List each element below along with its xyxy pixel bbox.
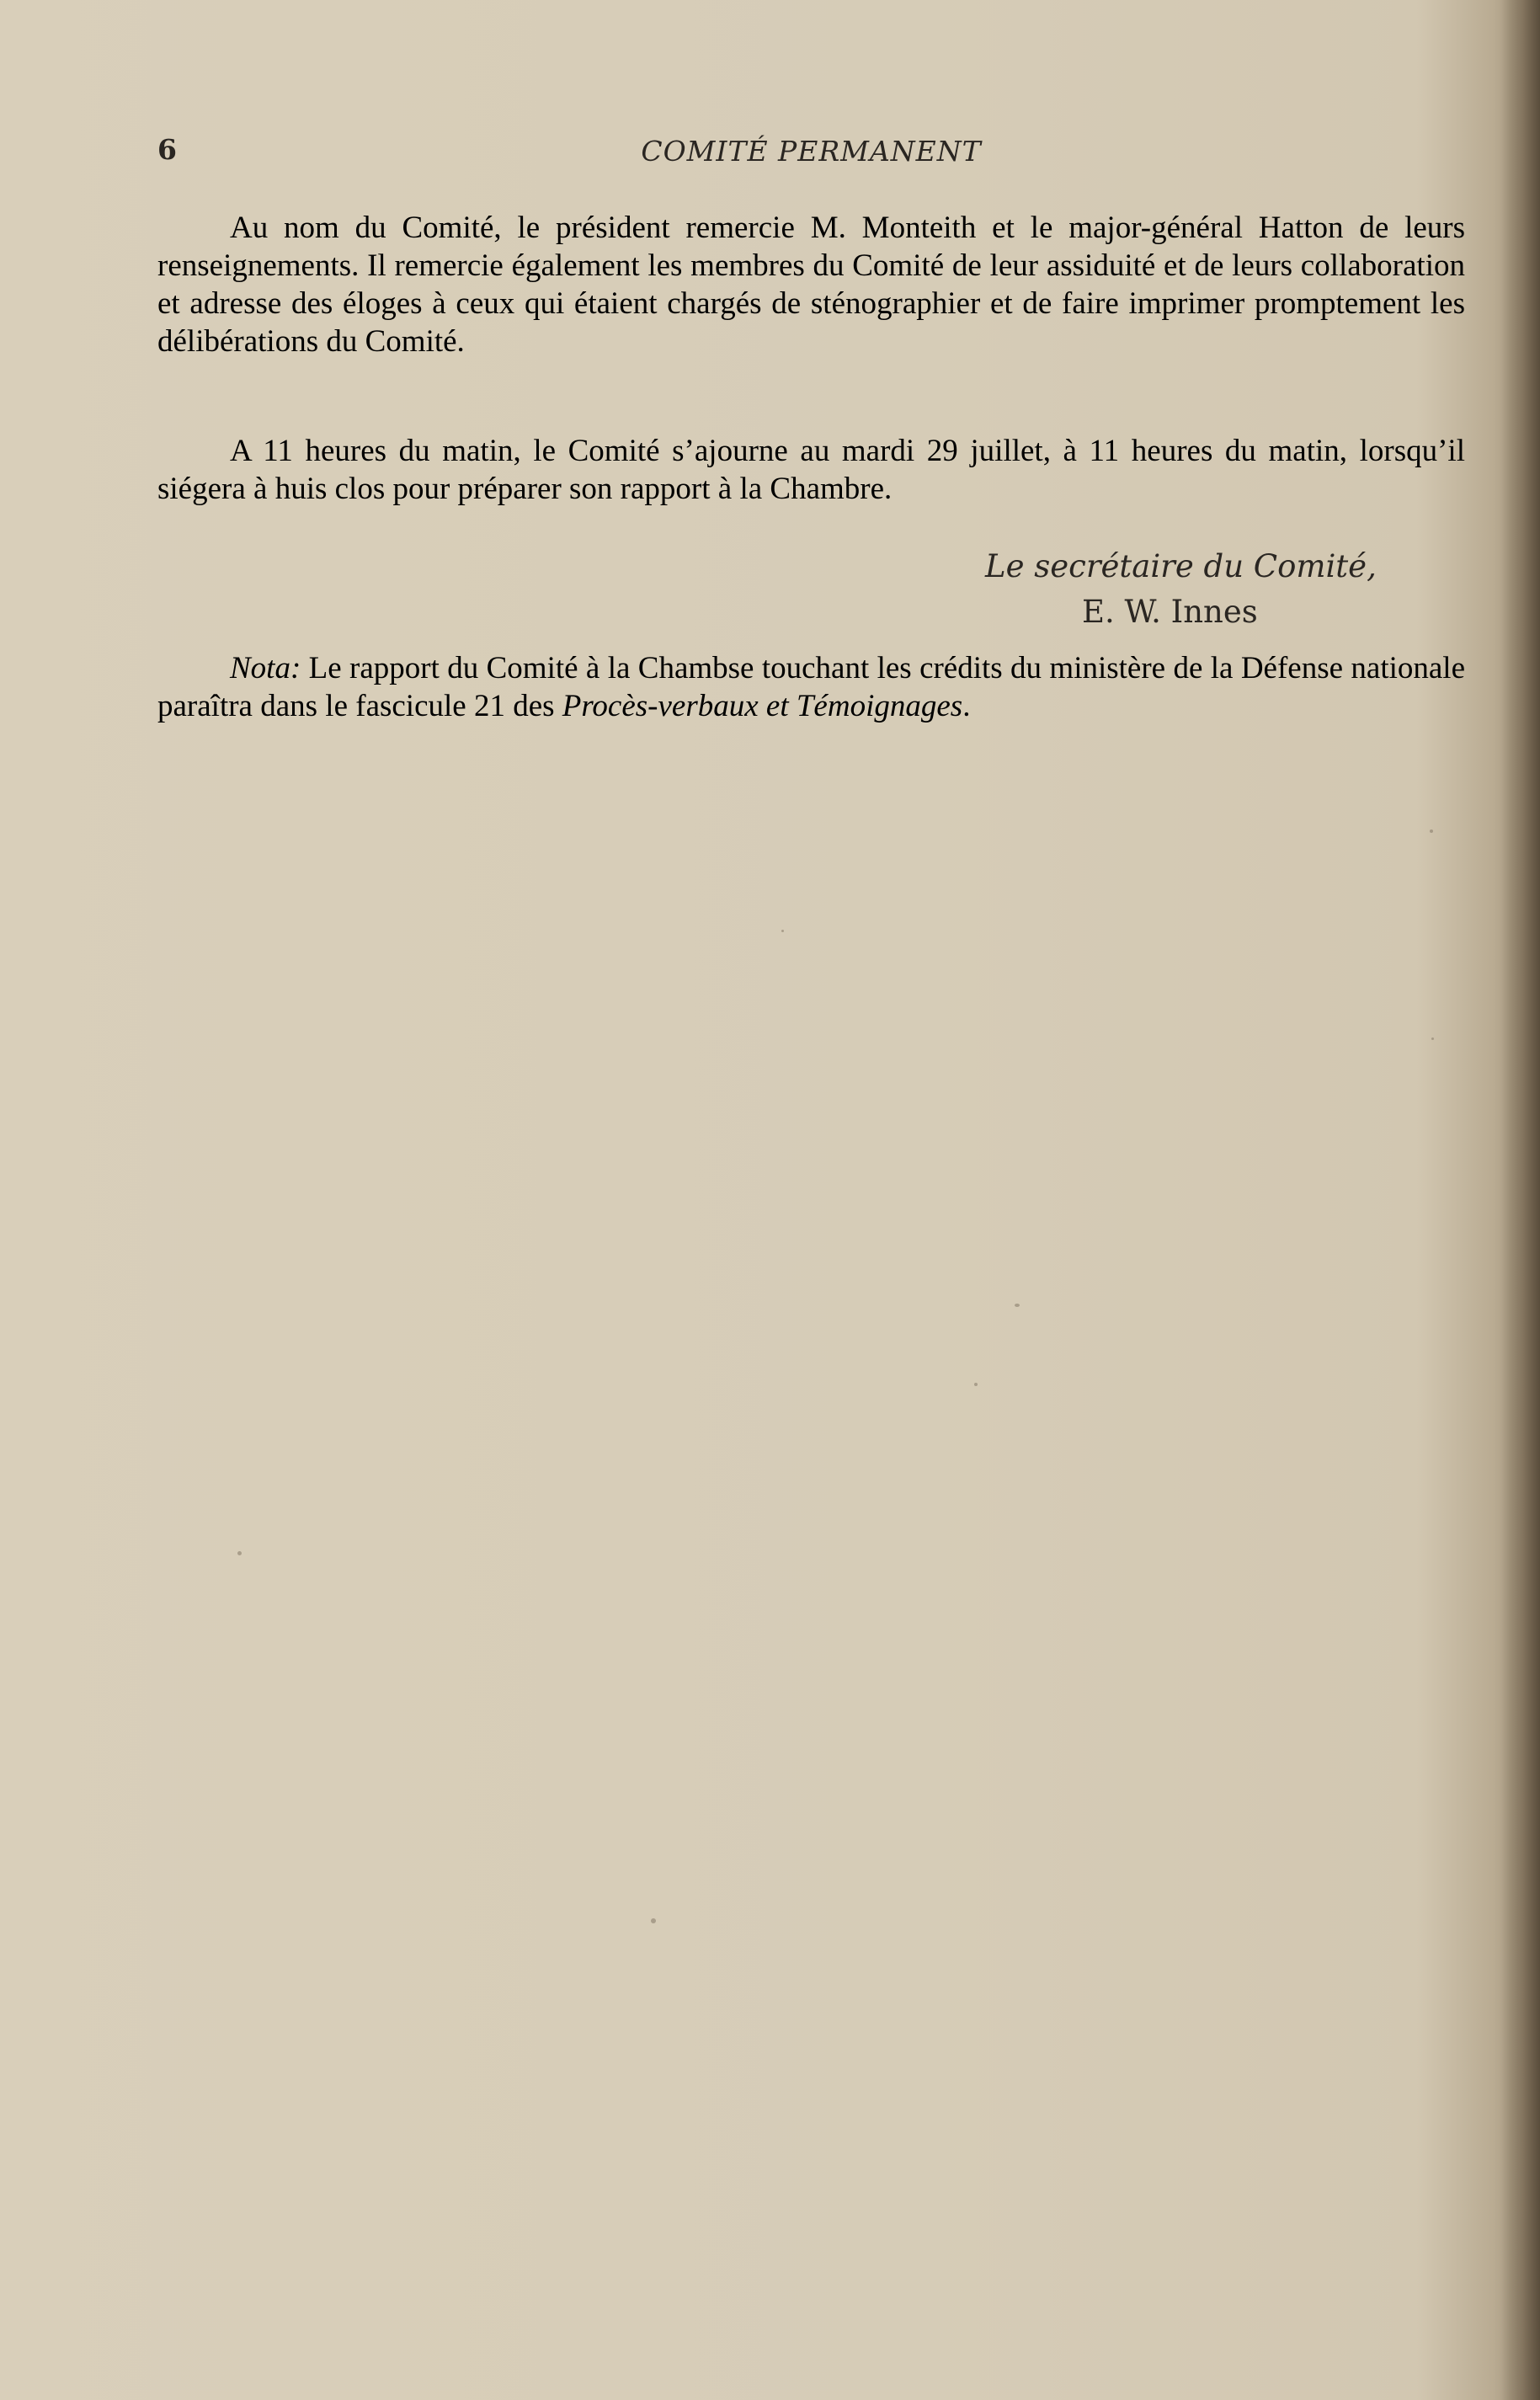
page-number: 6 xyxy=(157,133,177,166)
page-spine-shadow xyxy=(1501,0,1540,2400)
paper-speck xyxy=(651,1918,656,1923)
paper-speck xyxy=(781,930,784,932)
nota-end: . xyxy=(962,689,971,723)
nota-paragraph xyxy=(157,649,1465,725)
page-header xyxy=(157,133,1465,175)
running-title: COMITÉ PERMANENT xyxy=(641,135,982,168)
paper-speck xyxy=(1431,1037,1434,1040)
signature-name: E. W. Innes xyxy=(1082,594,1258,630)
nota-label: Nota: xyxy=(230,651,301,685)
paragraph-adjournment: A 11 heures du matin, le Comité s’ajourne au mardi 29 juillet, à 11 heures du matin, lorsqu’il siégera à huis clos pour préparer son rapport à la Chambre. xyxy=(157,434,1465,506)
nota-publication: Procès-verbaux et Témoignages xyxy=(562,689,963,723)
paper-speck xyxy=(974,1383,978,1386)
paper-speck xyxy=(237,1551,242,1555)
paper-speck xyxy=(1430,829,1433,833)
paragraph-thanks: Au nom du Comité, le président remercie M. Monteith et le major-général Hatton de leurs renseignements. Il remercie également les membres du Comité de leur assiduité et de leurs collaboration et adresse des éloges à ceux qui étaient chargés de sténographier et de faire imprimer promptement les délibérations du Comité. xyxy=(157,211,1465,359)
signature-title: Le secrétaire du Comité, xyxy=(985,548,1377,584)
nota-text: Le rapport du Comité à la Chambse touchant les crédits du ministère de la Défense nationale paraîtra dans le fascicule 21 des xyxy=(157,651,1465,723)
signature-block xyxy=(985,544,1490,635)
paper-speck xyxy=(1015,1304,1020,1307)
